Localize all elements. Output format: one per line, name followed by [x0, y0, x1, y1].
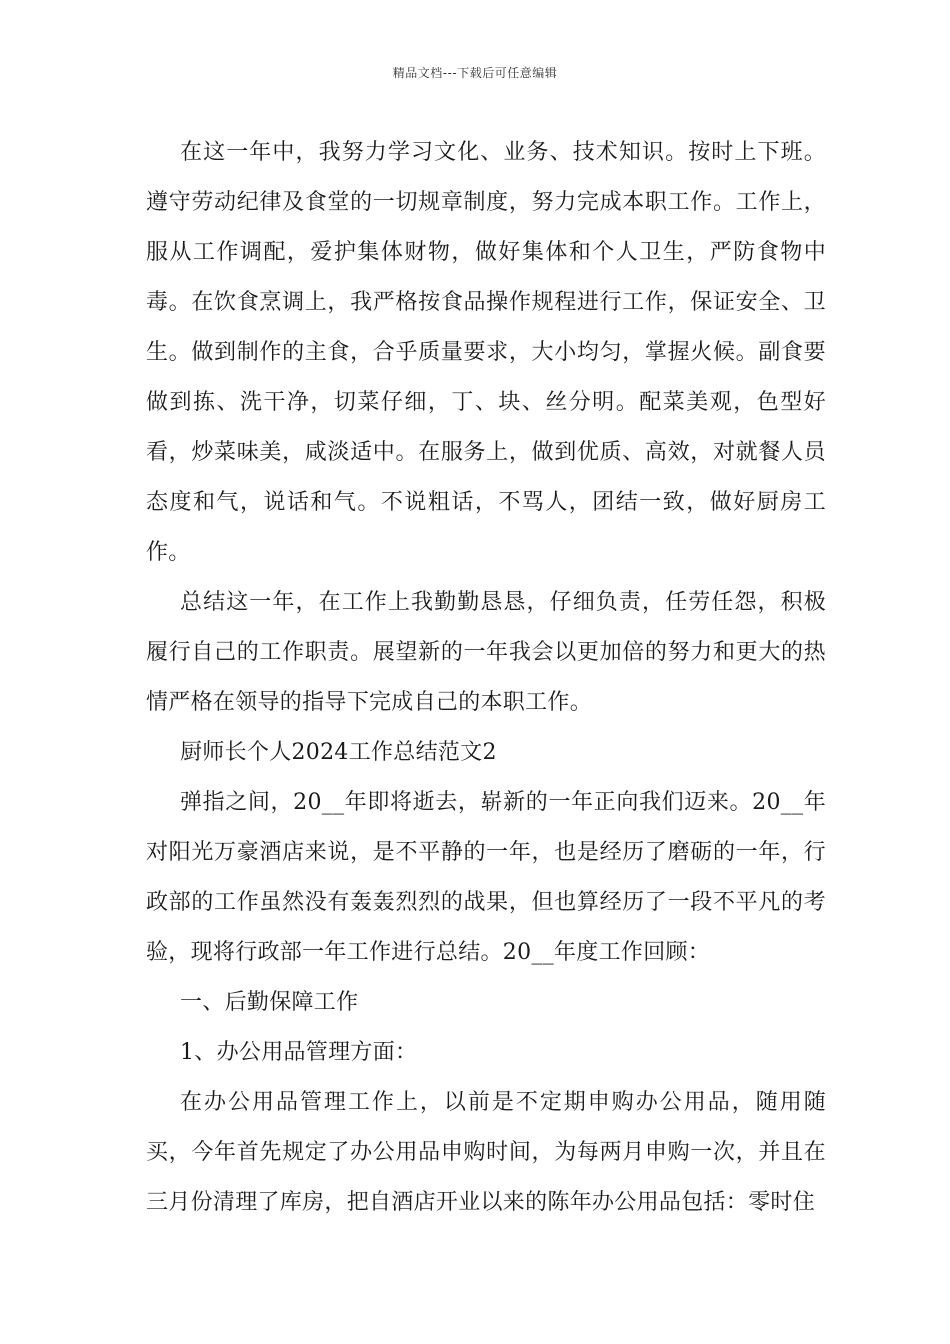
paragraph-intro: 弹指之间，20__年即将逝去，崭新的一年正向我们迈来。20__年对阳光万豪酒店来说，是不平静的一年，也是经历了磨砺的一年，行政部的工作虽然没有轰轰烈烈的战果，但也算经历了一段不平凡的考验，现将行政部一年工作进行总结。20__年度工作回顾： — [146, 790, 826, 965]
paragraph-office-supplies: 在办公用品管理工作上，以前是不定期申购办公用品，随用随买，今年首先规定了办公用品申购时间，为每两月申购一次，并且在三月份清理了库房，把自酒店开业以来的陈年办公用品包括：零时住 — [146, 1090, 826, 1215]
page-header: 精品文档---下载后可任意编辑 — [392, 66, 558, 80]
paragraph-year-conclusion: 总结这一年，在工作上我勤勤恳恳，仔细负责，任劳任怨，积极履行自己的工作职责。展望新的一年我会以更加倍的努力和更大的热情严格在领导的指导下完成自己的本职工作。 — [146, 590, 826, 715]
heading-logistics: 一、后勤保障工作 — [180, 990, 359, 1015]
section-title: 厨师长个人2024工作总结范文2 — [180, 740, 497, 765]
paragraph-work-summary: 在这一年中，我努力学习文化、业务、技术知识。按时上下班。遵守劳动纪律及食堂的一切规章制度，努力完成本职工作。工作上，服从工作调配，爱护集体财物，做好集体和个人卫生，严防食物中毒。在饮食烹调上，我严格按食品操作规程进行工作，保证安全、卫生。做到制作的主食，合乎质量要求，大小均匀，掌握火候。副食要做到拣、洗干净，切菜仔细，丁、块、丝分明。配菜美观，色型好看，炒菜味美，咸淡适中。在服务上，做到优质、高效，对就餐人员态度和气，说话和气。不说粗话，不骂人，团结一致，做好厨房工作。 — [146, 140, 826, 565]
document-body — [146, 128, 826, 1228]
heading-office-supplies: 1、办公用品管理方面： — [180, 1040, 418, 1065]
